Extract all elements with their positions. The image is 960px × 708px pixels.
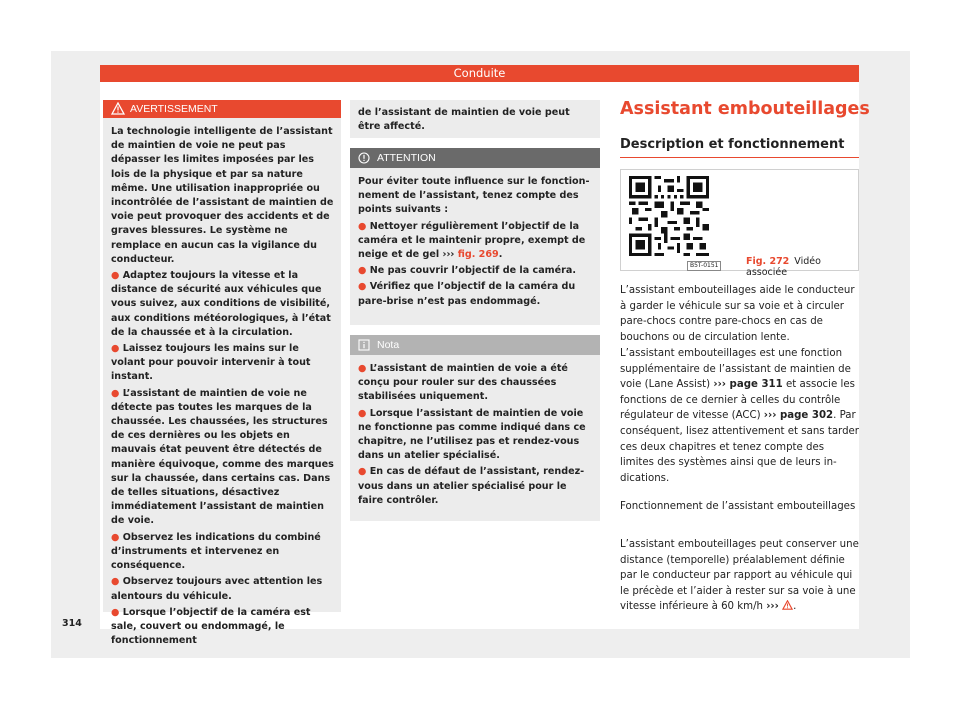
warning-triangle-icon — [111, 102, 125, 115]
figure-box — [620, 169, 859, 278]
figure-code: B5T-0151 — [687, 261, 721, 271]
body-paragraph-3: L’assistant embouteillages peut conserver une distance (temporelle) préalablement définie par le conducteur par rapport au véhicule qui le précède et l’aider à rester sur sa voie à une vitesse inférieure à 60 km/h ››› . — [620, 539, 859, 613]
qr-code-icon[interactable] — [629, 176, 709, 256]
subsection-heading: Fonctionnement de l’assistant embouteillages — [620, 501, 856, 512]
nota-box — [350, 335, 600, 521]
warning-header — [103, 100, 341, 118]
page-link[interactable]: ››› page 302 — [763, 410, 834, 422]
warning-continuation-box — [350, 100, 600, 138]
attention-bullet: ● Vérifiez que l’objectif de la caméra du pare-brise n’est pas endommagé. — [358, 281, 576, 307]
figure-link[interactable]: fig. 269 — [457, 249, 499, 261]
body-paragraph-1: L’assistant embouteillages aide le conducteur à garder le véhicule sur sa voie et à circuler pare-chocs contre pare-chocs en cas de bouchons ou de circulation lente. — [620, 285, 855, 343]
nota-body — [358, 362, 594, 510]
page-link[interactable]: ››› page 311 — [713, 379, 783, 391]
attention-title: ATTENTION — [377, 152, 436, 164]
warning-bullet: ● Lorsque l’objectif de la caméra est sale, couvert ou endommagé, le fonctionnement — [111, 606, 311, 647]
body-paragraph-2: L’assistant embouteillages est une fonction supplémentaire de l’assistant de maintien de voie (Lane Assist) ››› page 311 et associe les fonctions de ce dernier à celles du contrôle régulateur de vitesse (ACC) ››› page 302. Par conséquent, lisez attentivement et sans tarder ces deux chapitres et tenez compte des limites des systèmes ainsi que de leurs indications. — [620, 348, 859, 484]
subtitle-divider — [620, 157, 859, 158]
figure-number: Fig. 272 — [746, 256, 790, 267]
attention-bullet: ● Nettoyer régulièrement l’objectif de la caméra et le maintenir propre, exempt de neige et de gel ››› fig. 269. — [358, 220, 586, 261]
info-icon — [358, 339, 370, 351]
warning-bullet: ● Observez toujours avec attention les alentours du véhicule. — [111, 576, 323, 602]
nota-bullet: ● L’assistant de maintien de voie a été conçu pour rouler sur des chaussées stabilisées uniquement. — [358, 363, 568, 403]
warning-triangle-icon[interactable] — [782, 600, 793, 610]
page-number: 314 — [62, 618, 82, 629]
nota-title: Nota — [377, 339, 400, 351]
nota-bullet: ● En cas de défaut de l’assistant, rendez-vous dans un atelier spécialisé pour le faire contrôler. — [358, 466, 585, 506]
attention-box — [350, 148, 600, 325]
section-subtitle: Description et fonctionnement — [620, 137, 845, 152]
warning-box — [103, 100, 341, 647]
chapter-header: Conduite — [100, 65, 859, 82]
warning-bullet: ● Laissez toujours les mains sur le volant pour pouvoir intervenir à tout instant. — [111, 343, 311, 383]
continuation-text: de l’assistant de maintien de voie peut être affecté. — [358, 107, 570, 133]
warning-body — [111, 125, 335, 650]
warning-bullet: ● Adaptez toujours la vitesse et la distance de sécurité aux véhicules que vous suivez, aux conditions de visibilité, aux conditions météorologiques, à l’état de la chaussée et à la circulation. — [111, 270, 331, 338]
figure-caption: Fig. 272 Vidéo associée — [746, 256, 821, 278]
attention-header — [350, 148, 600, 168]
attention-bullet: ● Ne pas couvrir l’objectif de la caméra. — [358, 265, 577, 277]
section-title: Assistant embouteillages — [620, 99, 870, 119]
cross-ref-arrow: ››› — [442, 249, 455, 261]
cross-ref-arrow: ››› — [766, 601, 779, 613]
warning-bullet: ● Observez les indications du combiné d’instruments et intervenez en conséquence. — [111, 531, 321, 572]
warning-intro: La technologie intelligente de l’assistant de maintien de voie ne peut pas dépasser les limites imposées par les lois de la physique et par sa nature même. Une utilisation inappropriée ou incontrôlée de l’assistant de maintien de voie peut provoquer des accidents et de graves blessures. Le système ne remplace en aucun cas la vigilance du conducteur. — [111, 126, 334, 265]
warning-bullet: ● L’assistant de maintien de voie ne détecte pas toutes les marques de la chaussée. Les chaussées, les structures de ces dernières ou les objets en mauvais état peuvent être détectés de manière équivoque, comme des marques sur la chaussée, dans certains cas. Dans de telles situations, désactivez immédiatement l’assistant de maintien de voie. — [111, 387, 334, 527]
attention-intro: Pour éviter toute influence sur le fonctionnement de l’assistant, tenez compte des points suivants : — [358, 176, 590, 216]
exclamation-circle-icon — [358, 152, 370, 164]
attention-body — [358, 175, 594, 311]
nota-header — [350, 335, 600, 355]
warning-title: AVERTISSEMENT — [130, 103, 218, 115]
nota-bullet: ● Lorsque l’assistant de maintien de voie ne fonctionne pas comme indiqué dans ce chapitre, ne l’utilisez pas et rendez-vous dans un atelier spécialisé. — [358, 407, 586, 462]
